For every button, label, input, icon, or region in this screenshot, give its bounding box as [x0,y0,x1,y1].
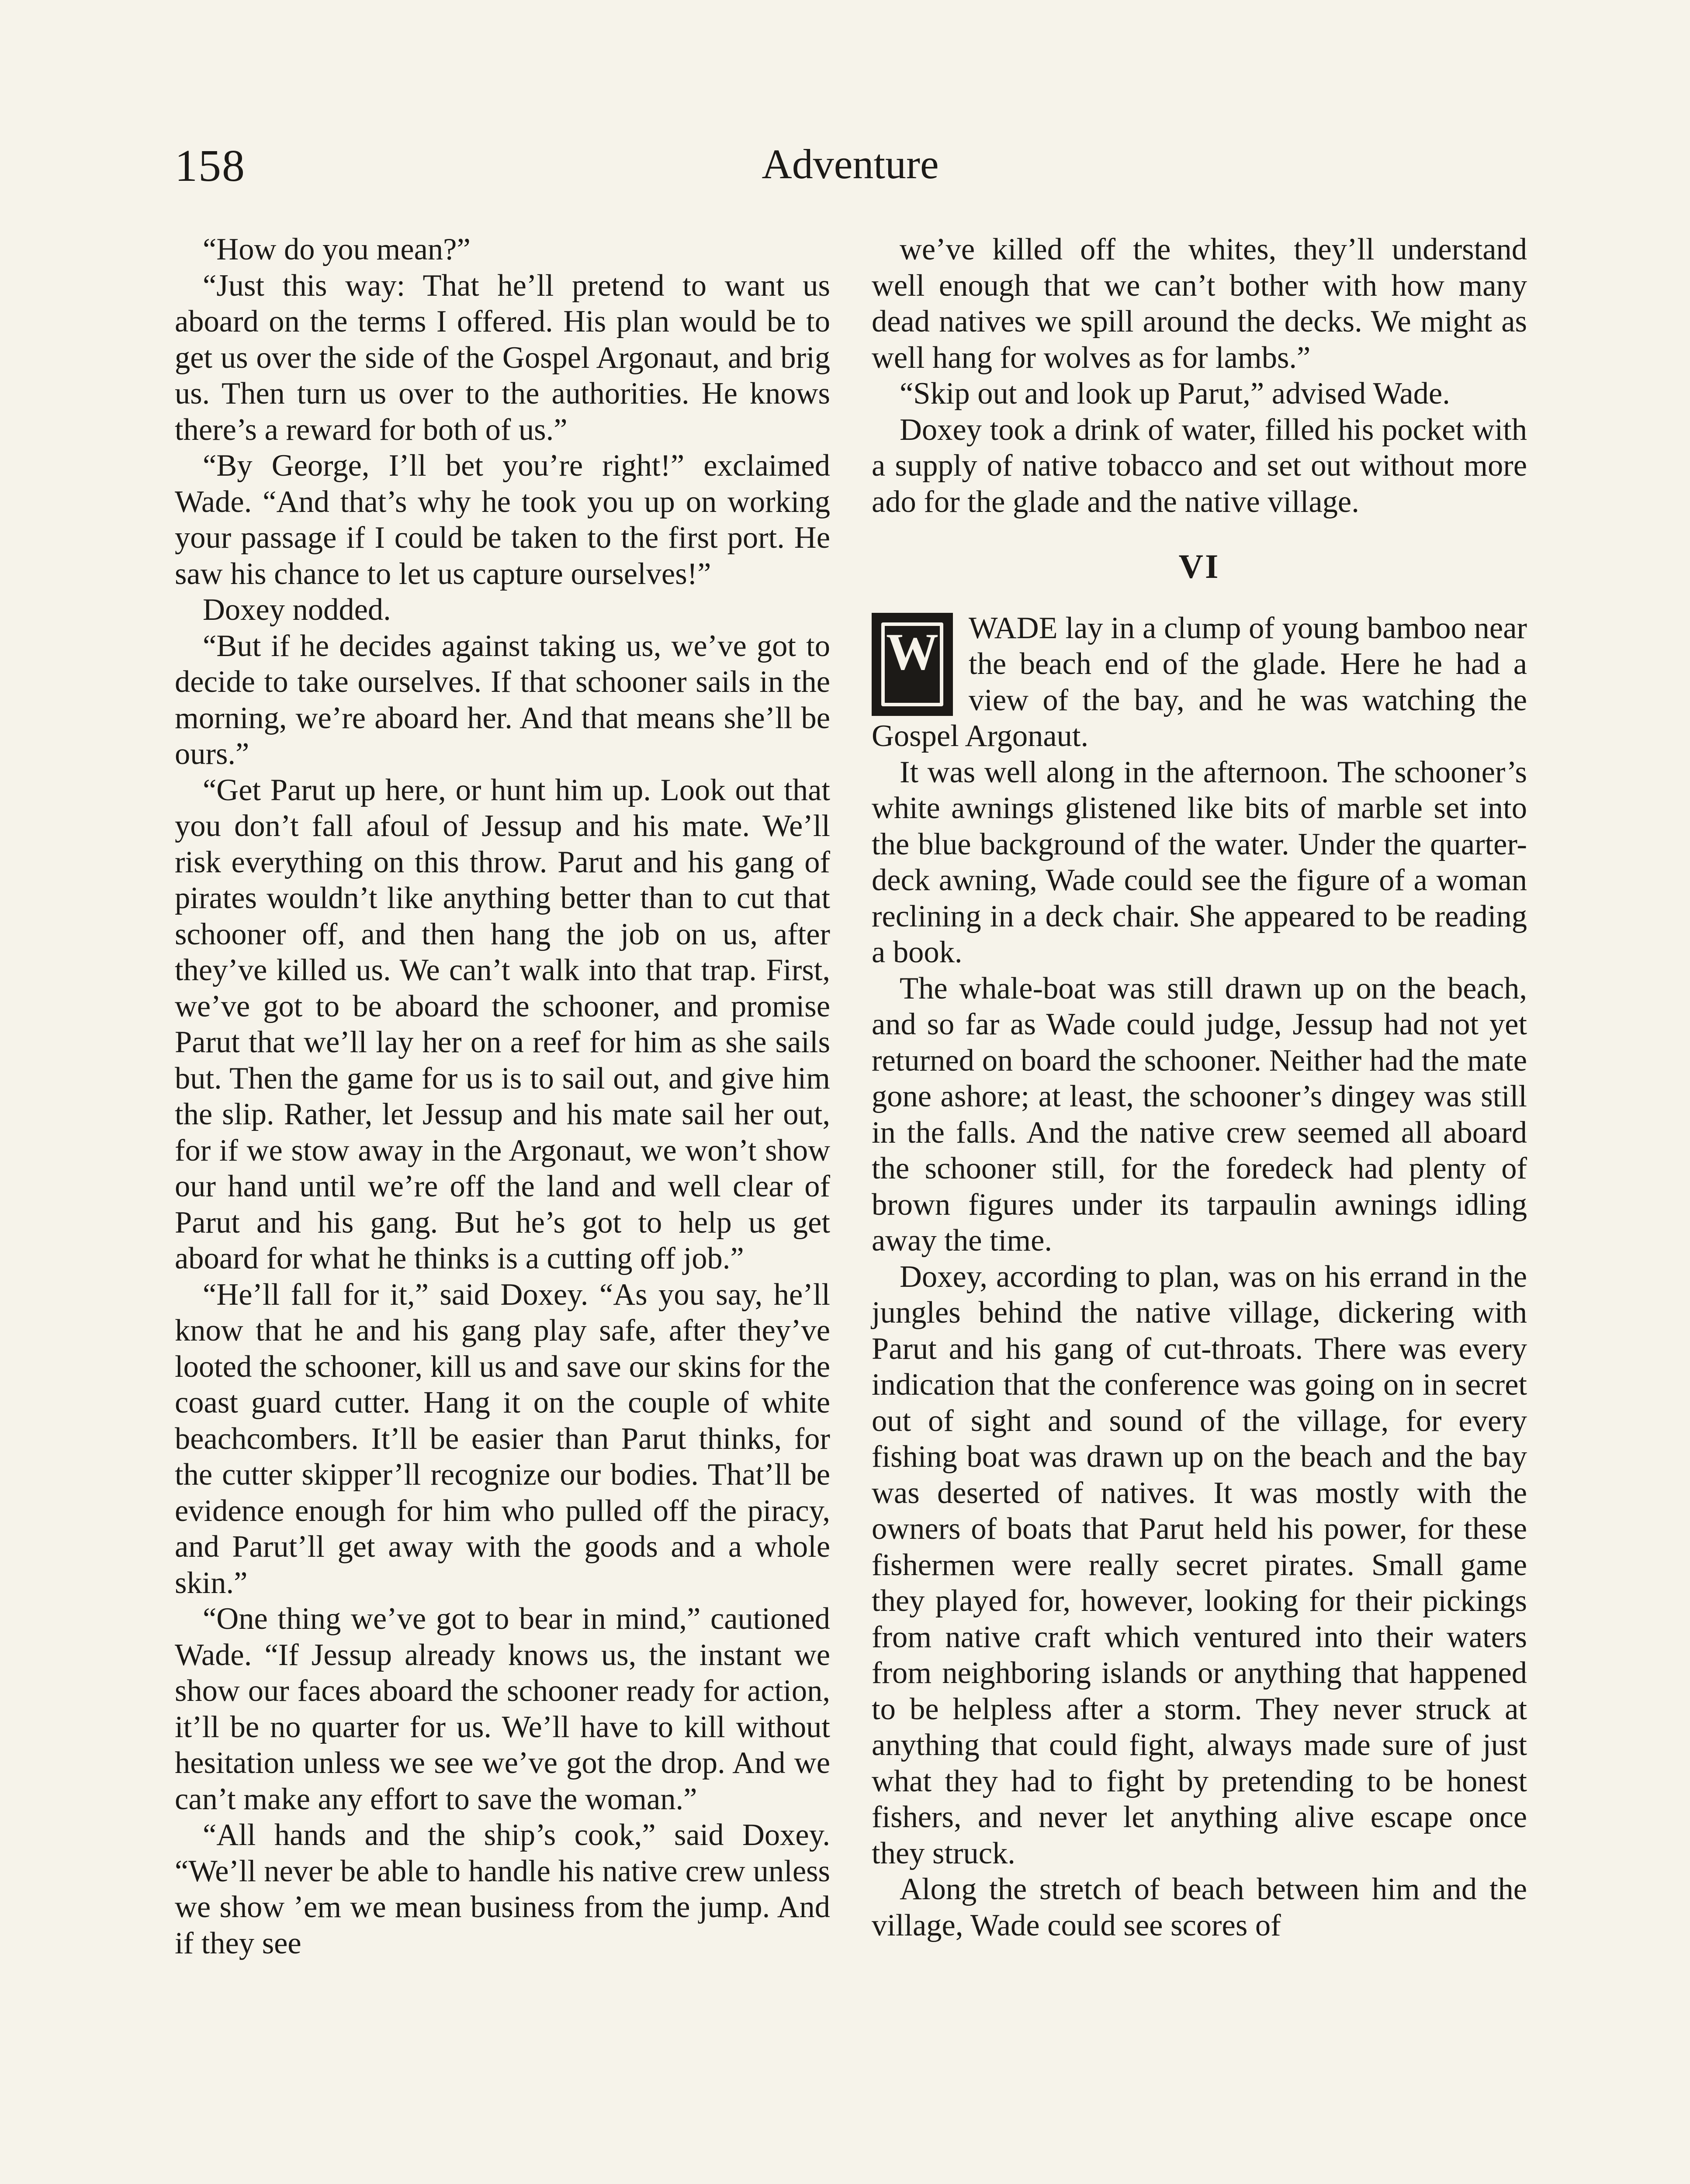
paragraph: “He’ll fall for it,” said Doxey. “As you say, he’ll know that he and his gang play safe, after they’ve looted the schooner, kill us and save our skins for the coast guard cutter. Hang it on the couple of white beachcombers. It’ll be easier than Parut thinks, for the cutter skipper’ll recognize our bodies. That’ll be evidence enough for him who pulled off the piracy, and Parut’ll get away with the goods and a whole skin.” [175,1277,830,1600]
dropcap-paragraph: WADE lay in a clump of young bamboo near the beach end of the glade. Here he had a view of the bay, and he was watching the Gospel Argonaut. [872,611,1527,753]
paragraph: we’ve killed off the whites, they’ll understand well enough that we can’t bother with how many dead natives we spill around the decks. We might as well hang for wolves as for lambs.” [872,232,1527,375]
paragraph: “Skip out and look up Parut,” advised Wade. [900,377,1450,411]
right-column [872,232,1527,1943]
paragraph: It was well along in the afternoon. The schooner’s white awnings glistened like bits of marble set into the blue background of the water. Under the quarter-deck awning, Wade could see the figure of a woman reclining in a deck chair. She appeared to be reading a book. [872,755,1527,969]
left-column [175,232,830,1961]
paragraph: “How do you mean?” [203,232,471,266]
paragraph: “All hands and the ship’s cook,” said Doxey. “We’ll never be able to handle his native crew unless we show ’em we mean business from the jump. And if they see [175,1818,830,1960]
page-header [175,140,1526,201]
page-number: 158 [175,141,246,191]
paragraph: “Get Parut up here, or hunt him up. Look out that you don’t fall afoul of Jessup and his mate. We’ll risk everything on this throw. Parut and his gang of pirates wouldn’t like anything better than to cut that schooner off, and then hang the job on us, after they’ve killed us. We can’t walk into that trap. First, we’ve got to be aboard the schooner, and promise Parut that we’ll lay her on a reef for him as she sails but. Then the game for us is to sail out, and give him the slip. Rather, let Jessup and his mate sail her out, for if we stow away in the Argonaut, we won’t show our hand until we’re off the land and well clear of Parut and his gang. But he’s got to help us get aboard for what he thinks is a cutting off job.” [175,773,830,1275]
paragraph: “One thing we’ve got to bear in mind,” cautioned Wade. “If Jessup already knows us, the instant we show our faces aboard the schooner ready for action, it’ll be no quarter for us. We’ll have to kill without hesitation unless we see we’ve got the drop. And we can’t make any effort to save the woman.” [175,1602,830,1816]
dropcap-ornament [872,613,953,716]
paragraph: “By George, I’ll bet you’re right!” exclaimed Wade. “And that’s why he took you up on working your passage if I could be taken to the first port. He saw his chance to let us capture ourselves!” [175,449,830,591]
dropcap-letter: W [886,622,939,681]
running-title: Adventure [762,141,939,187]
paragraph: “But if he decides against taking us, we’ve got to decide to take ourselves. If that schooner sails in the morning, we’re aboard her. And that means she’ll be ours.” [175,629,830,771]
paragraph: Doxey took a drink of water, filled his pocket with a supply of native tobacco and set out without more ado for the glade and the native village. [872,412,1527,519]
paragraph: The whale-boat was still drawn up on the beach, and so far as Wade could judge, Jessup had not yet returned on board the schooner. Neither had the mate gone ashore; at least, the schooner’s dingey was still in the falls. And the native crew seemed all aboard the schooner still, for the foredeck had plenty of brown figures under its tarpaulin awnings idling away the time. [872,971,1527,1258]
section-heading: VI [1178,547,1220,585]
paragraph: “Just this way: That he’ll pretend to want us aboard on the terms I offered. His plan would be to get us over the side of the Gospel Argonaut, and brig us. Then turn us over to the authorities. He knows there’s a reward for both of us.” [175,268,830,447]
paragraph: Doxey nodded. [203,593,391,627]
paragraph: Along the stretch of beach between him and the village, Wade could see scores of [872,1872,1527,1942]
paragraph: Doxey, according to plan, was on his errand in the jungles behind the native village, dickering with Parut and his gang of cut-throats. There was every indication that the conference was going on in secret out of sight and sound of the village, for every fishing boat was drawn up on the beach and the bay was deserted of natives. It was mostly with the owners of boats that Parut held his power, for these fishermen were really secret pirates. Small game they played for, however, looking for their pickings from native craft which ventured into their waters from neighboring islands or anything that happened to be helpless after a storm. They never struck at anything that could fight, always made sure of just what they had to fight by pretending to be honest fishers, and never let anything alive escape once they struck. [872,1259,1527,1870]
dropcap-paragraph-block [872,610,1527,754]
